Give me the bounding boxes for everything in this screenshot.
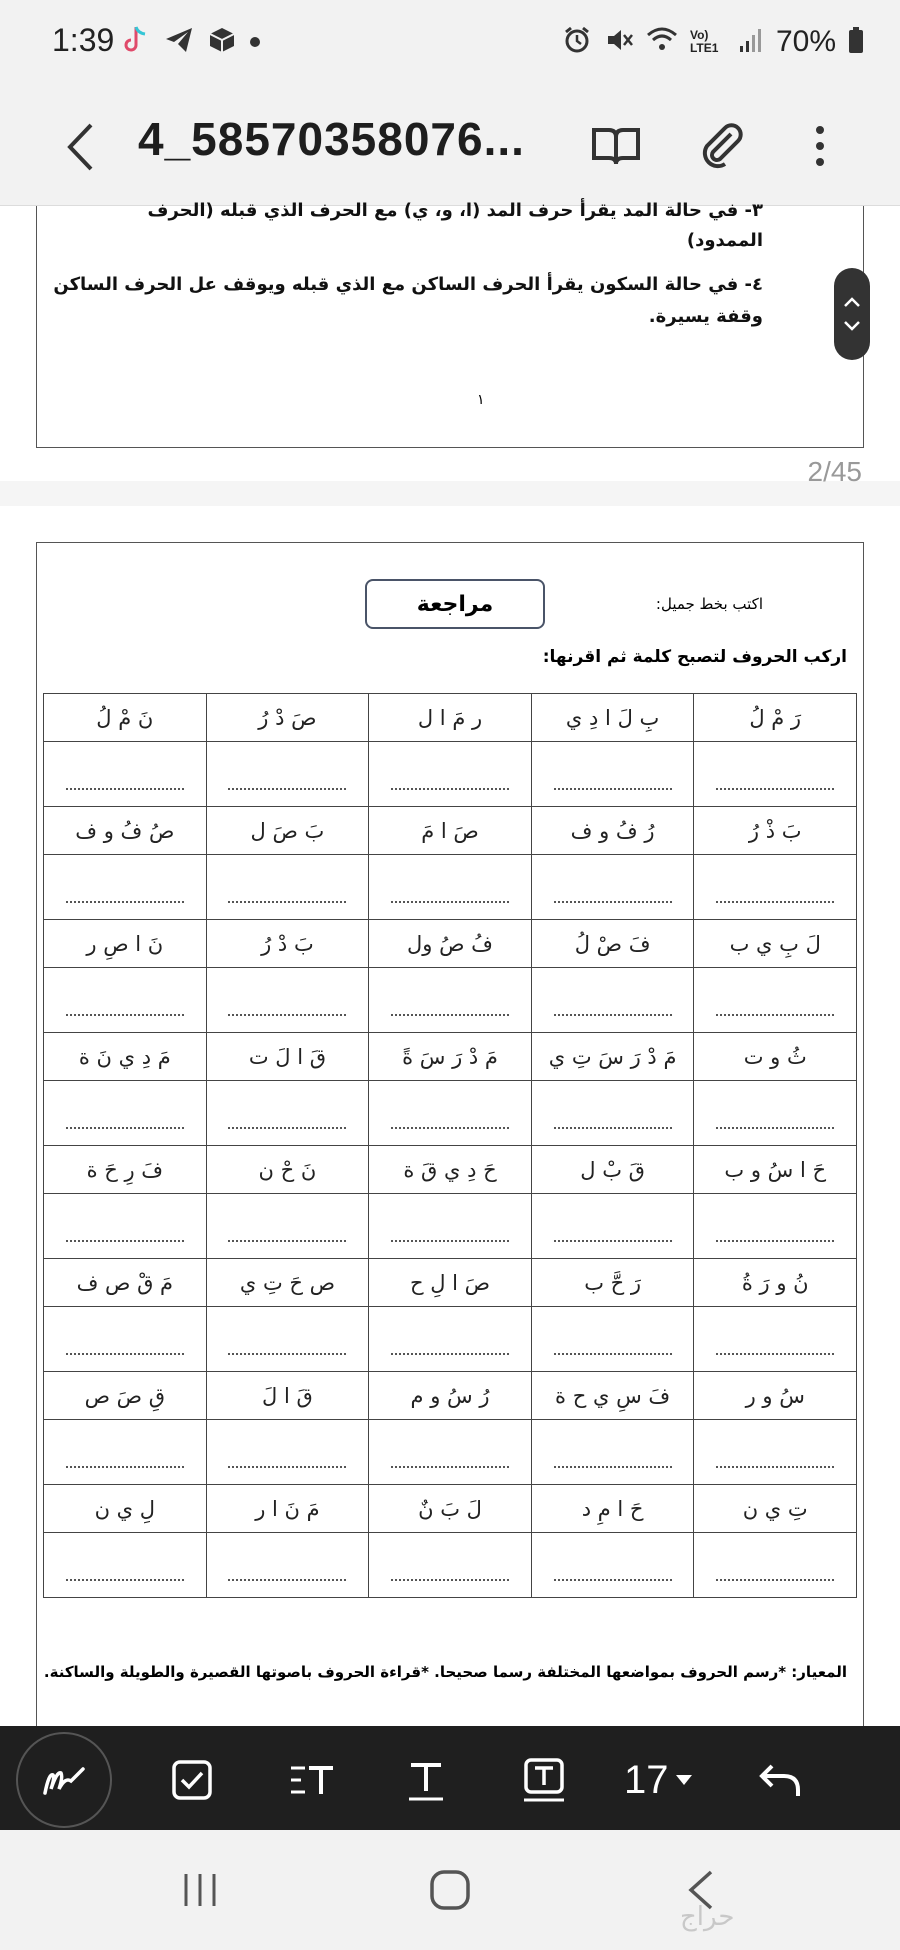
answer-cell[interactable] (206, 968, 369, 1033)
alarm-icon (562, 25, 592, 60)
page-1-border (36, 200, 864, 448)
answer-cell[interactable] (531, 1420, 694, 1485)
dotted-line (716, 1240, 834, 1242)
letters-cell: فَ صْ لُ (531, 920, 694, 968)
dotted-line (554, 788, 672, 790)
criteria-text: المعيار: *رسم الحروف بمواضعها المختلفة رسما صحيحا. *قراءة الحروف باصوتها القصيرة والطويلة والساكنة. (43, 1663, 847, 1681)
letters-cell: قَ ا لَ ت (206, 1033, 369, 1081)
answer-cell[interactable] (694, 1081, 857, 1146)
dotted-line (228, 1240, 346, 1242)
undo-button[interactable] (752, 1752, 808, 1808)
answer-cell[interactable] (694, 1420, 857, 1485)
home-icon (428, 1868, 472, 1912)
dotted-line (716, 1466, 834, 1468)
word-row (44, 1146, 857, 1194)
dotted-line (391, 1240, 509, 1242)
letters-cell: بَ ذْ رُ (694, 807, 857, 855)
review-title: مراجعة (365, 579, 545, 629)
dotted-line (228, 788, 346, 790)
dotted-line (554, 1466, 672, 1468)
letters-cell: مَ دِ ي نَ ة (44, 1033, 207, 1081)
dotted-line (716, 901, 834, 903)
letters-cell: مَ دْ رَ سَ تِ ي (531, 1033, 694, 1081)
answer-cell[interactable] (206, 1533, 369, 1598)
letters-cell: نَ ا صِ ر (44, 920, 207, 968)
letters-cell: رَ مْ لُ (694, 694, 857, 742)
rule-4-text-cont: وقفة يسيرة. (648, 306, 763, 327)
document-title: 4_58570358076... (138, 113, 525, 165)
letters-cell: صَ ا لِ ح (369, 1259, 532, 1307)
answer-cell[interactable] (694, 968, 857, 1033)
page-2-border (36, 542, 864, 1782)
answer-cell[interactable] (531, 968, 694, 1033)
home-button[interactable] (420, 1860, 480, 1920)
document-viewer[interactable] (0, 200, 900, 1726)
lte-label: Vo) LTE1 (689, 28, 719, 55)
answer-cell[interactable] (206, 1307, 369, 1372)
watermark: حراج (680, 1902, 735, 1932)
answer-cell[interactable] (369, 1533, 532, 1598)
dotted-line (391, 1579, 509, 1581)
answer-row (44, 855, 857, 920)
word-row (44, 807, 857, 855)
answer-cell[interactable] (694, 1533, 857, 1598)
answer-cell[interactable] (369, 968, 532, 1033)
answer-cell[interactable] (44, 855, 207, 920)
letters-cell: حَ دِ ي قَ ة (369, 1146, 532, 1194)
signal-icon (738, 26, 764, 59)
font-size-value: 17 (624, 1757, 669, 1802)
paperclip-icon (698, 122, 746, 170)
status-time: 1:39 (52, 22, 115, 58)
letters-cell: ر مَ ا ل (369, 694, 532, 742)
rule-3-text-cont: الممدود) (686, 230, 763, 251)
dotted-line (391, 788, 509, 790)
font-size-select[interactable] (624, 1752, 693, 1808)
answer-cell[interactable] (369, 742, 532, 807)
reading-mode-button[interactable] (586, 116, 646, 176)
letters-cell: فَ سِ ي ح ة (531, 1372, 694, 1420)
tiktok-icon (122, 25, 150, 59)
undo-icon (758, 1760, 802, 1800)
dotted-line (716, 1127, 834, 1129)
answer-row (44, 1194, 857, 1259)
more-options-button[interactable] (790, 116, 850, 176)
box-app-icon (208, 26, 236, 58)
answer-cell[interactable] (206, 742, 369, 807)
dotted-line (716, 1353, 834, 1355)
instruction-text: اركب الحروف لتصبح كلمة ثم اقرنها: (542, 647, 847, 667)
dotted-line (391, 1466, 509, 1468)
word-row (44, 694, 857, 742)
answer-row (44, 1420, 857, 1485)
pen-tool-button[interactable] (16, 1732, 112, 1828)
wifi-icon (646, 25, 678, 60)
more-vertical-icon (814, 124, 826, 168)
boxed-text-tool-button[interactable] (516, 1752, 572, 1808)
letters-cell: مَ نَ ا ر (206, 1485, 369, 1533)
dotted-line (66, 1014, 184, 1016)
chevron-down-icon (843, 320, 861, 332)
answer-cell[interactable] (44, 1194, 207, 1259)
answer-cell[interactable] (531, 1081, 694, 1146)
book-icon (591, 125, 641, 167)
letters-cell: قَ ا لَ (206, 1372, 369, 1420)
answer-cell[interactable] (531, 742, 694, 807)
answer-cell[interactable] (44, 1420, 207, 1485)
text-field-icon (289, 1760, 335, 1800)
checkbox-tool-button[interactable] (164, 1752, 220, 1808)
answer-cell[interactable] (369, 1420, 532, 1485)
dotted-line (391, 1014, 509, 1016)
battery-icon (848, 26, 864, 59)
dotted-line (554, 1127, 672, 1129)
recent-apps-icon (180, 1870, 220, 1910)
answer-cell[interactable] (531, 1194, 694, 1259)
letters-cell: فُ صُ ول (369, 920, 532, 968)
answer-cell[interactable] (531, 855, 694, 920)
dotted-line (66, 788, 184, 790)
answer-row (44, 968, 857, 1033)
notification-icons (122, 22, 260, 62)
page-2 (0, 506, 900, 1746)
text-tool-button[interactable] (398, 1752, 454, 1808)
system-status-icons (562, 22, 864, 62)
rule-3-text: ٣- في حالة المد يقرأ حرف المد (ا، و، ي) مع الحرف الذي قبله (الحرف (147, 200, 763, 221)
letters-cell: نَ حْ ن (206, 1146, 369, 1194)
caret-down-icon (675, 1774, 693, 1786)
dotted-line (66, 1579, 184, 1581)
dotted-line (228, 901, 346, 903)
dotted-line (66, 1466, 184, 1468)
page-1-number: ١ (477, 392, 485, 408)
answer-cell[interactable] (206, 1194, 369, 1259)
page-1 (0, 200, 900, 481)
telegram-icon (164, 26, 194, 58)
letters-cell: بَ صَ ل (206, 807, 369, 855)
answer-cell[interactable] (44, 742, 207, 807)
letters-cell: قِ صَ ص (44, 1372, 207, 1420)
answer-cell[interactable] (369, 1081, 532, 1146)
text-field-tool-button[interactable] (284, 1752, 340, 1808)
answer-cell[interactable] (369, 1194, 532, 1259)
dotted-line (66, 1240, 184, 1242)
answer-cell[interactable] (694, 1194, 857, 1259)
letters-cell: مَ دْ رَ سَ ةً (369, 1033, 532, 1081)
letters-cell: بَ دْ رُ (206, 920, 369, 968)
letters-cell: تِ ي ن (694, 1485, 857, 1533)
dotted-line (228, 1579, 346, 1581)
letters-cell: ثُ و ت (694, 1033, 857, 1081)
letters-cell: لَ بِ ي ب (694, 920, 857, 968)
dotted-line (554, 1579, 672, 1581)
letters-cell: فَ رِ حَ ة (44, 1146, 207, 1194)
answer-cell[interactable] (694, 1307, 857, 1372)
dotted-line (554, 1240, 672, 1242)
word-row (44, 1033, 857, 1081)
letters-table (43, 693, 857, 1598)
answer-cell[interactable] (369, 855, 532, 920)
dotted-line (228, 1014, 346, 1016)
chevron-left-icon (65, 122, 95, 172)
dotted-line (716, 1014, 834, 1016)
answer-row (44, 1081, 857, 1146)
letters-cell: صَ ا مَ (369, 807, 532, 855)
letters-cell: نُ و رَ ةُ (694, 1259, 857, 1307)
answer-row (44, 1307, 857, 1372)
dotted-line (66, 1127, 184, 1129)
status-bar (0, 0, 900, 86)
answer-cell[interactable] (694, 855, 857, 920)
answer-cell[interactable] (44, 968, 207, 1033)
letters-cell: سُ و ر (694, 1372, 857, 1420)
word-row (44, 1259, 857, 1307)
letters-cell: رُ فُ و ف (531, 807, 694, 855)
word-row (44, 920, 857, 968)
letters-cell: صَ دْ رُ (206, 694, 369, 742)
answer-cell[interactable] (694, 742, 857, 807)
answer-cell[interactable] (531, 1533, 694, 1598)
letters-cell: ص حَ تِ ي (206, 1259, 369, 1307)
letters-cell: لَ بَ نٌ (369, 1485, 532, 1533)
checkbox-icon (171, 1759, 213, 1801)
dotted-line (391, 1127, 509, 1129)
dotted-line (391, 901, 509, 903)
answer-row (44, 1533, 857, 1598)
dotted-line (228, 1353, 346, 1355)
signature-pen-icon (41, 1763, 87, 1797)
dotted-line (228, 1127, 346, 1129)
letters-cell: حَ ا سُ و ب (694, 1146, 857, 1194)
dotted-line (66, 1353, 184, 1355)
letters-cell: لِ ي ن (44, 1485, 207, 1533)
write-label: اكتب بخط جميل: (655, 595, 763, 613)
battery-percent: 70% (775, 25, 836, 58)
dotted-line (554, 1014, 672, 1016)
dotted-line (554, 1353, 672, 1355)
rule-4-text: ٤- في حالة السكون يقرأ الحرف الساكن مع الذي قبله ويوقف عل الحرف الساكن (53, 274, 763, 295)
letters-cell: صُ فُ و ف (44, 807, 207, 855)
answer-cell[interactable] (206, 1420, 369, 1485)
more-notifications-dot (250, 37, 260, 47)
text-icon (405, 1759, 447, 1801)
letters-cell: مَ قْ ص ف (44, 1259, 207, 1307)
annotation-toolbar (0, 1726, 900, 1830)
letters-cell: نَ مْ لُ (44, 694, 207, 742)
mute-icon (604, 25, 634, 60)
answer-cell[interactable] (44, 1307, 207, 1372)
letters-cell: حَ ا مِ د (531, 1485, 694, 1533)
dotted-line (228, 1466, 346, 1468)
answer-cell[interactable] (44, 1533, 207, 1598)
answer-cell[interactable] (369, 1307, 532, 1372)
system-nav-bar (0, 1830, 900, 1950)
boxed-text-icon (522, 1758, 566, 1802)
chevron-up-icon (843, 296, 861, 308)
dotted-line (554, 901, 672, 903)
attachment-button[interactable] (692, 116, 752, 176)
dotted-line (391, 1353, 509, 1355)
letters-cell: رَ حَّ ب (531, 1259, 694, 1307)
dotted-line (716, 788, 834, 790)
answer-cell[interactable] (531, 1307, 694, 1372)
fast-scroll-handle[interactable] (834, 268, 870, 360)
answer-cell[interactable] (206, 855, 369, 920)
letters-cell: بِ لَ ا دِ ي (531, 694, 694, 742)
letters-cell: قَ بْ ل (531, 1146, 694, 1194)
word-row (44, 1372, 857, 1420)
answer-row (44, 742, 857, 807)
app-bar (0, 86, 900, 206)
recent-apps-button[interactable] (170, 1860, 230, 1920)
dotted-line (716, 1579, 834, 1581)
word-row (44, 1485, 857, 1533)
answer-cell[interactable] (44, 1081, 207, 1146)
back-button[interactable] (50, 112, 110, 182)
dotted-line (66, 901, 184, 903)
letters-cell: رُ سُ و م (369, 1372, 532, 1420)
page-indicator: 2/45 (807, 456, 862, 487)
answer-cell[interactable] (206, 1081, 369, 1146)
